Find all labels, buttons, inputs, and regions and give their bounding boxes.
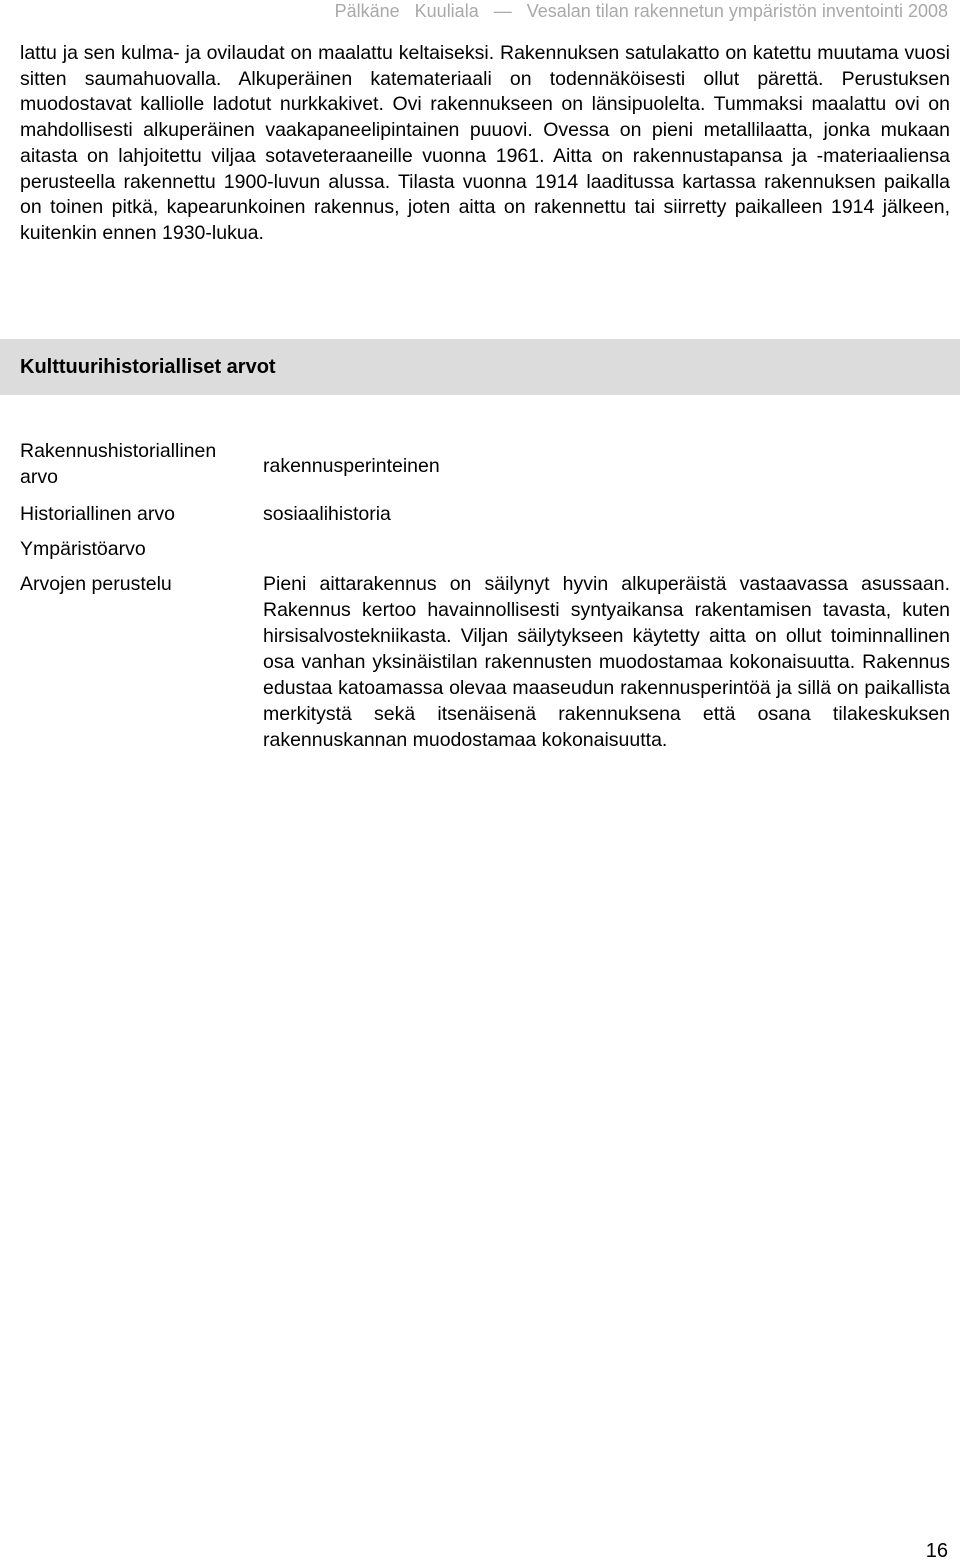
value-row-building-history	[20, 438, 950, 492]
value-text: sosiaalihistoria	[263, 503, 391, 525]
value-text: Pieni aittarakennus on säilynyt hyvin alkuperäistä vastaavassa asussaan. Rakennus kertoo havainnollisesti syntyaikansa rakentamisen tavasta, kuten hirsisalvostekniikasta. Viljan säilytykseen käytetty aitta on ollut toiminnallinen osa vanhan yksinäistilan rakennusten muodostamaa kokonaisuutta. Rakennus edustaa katoamassa olevaa maaseudun rakennusperintöä ja sillä on paikallista merkitystä sekä itsenäisenä rakennuksena että osana tilakeskuksen rakennuskannan muodostamaa kokonaisuutta.	[263, 573, 950, 751]
cultural-values-table	[20, 438, 950, 753]
value-text: rakennusperinteinen	[263, 455, 440, 477]
intro-paragraph: lattu ja sen kulma- ja ovilaudat on maalattu keltaiseksi. Rakennuksen satulakatto on katettu muutama vuosi sitten saumahuovalla. Alkuperäinen katemateriaali on todennäköisesti ollut pärettä. Perustuksen muodostavat kalliolle ladotut nurkkakivet. Ovi rakennukseen on länsipuolelta. Tummaksi maalattu ovi on mahdollisesti alkuperäinen vaakapaneelipintainen puuovi. Ovessa on pieni metallilaatta, jonka mukaan aitasta on lahjoitettu viljaa sotaveteraaneille vuonna 1961. Aitta on rakennustapansa ja -materiaaliensa perusteella rakennettu 1900-luvun alussa. Tilasta vuonna 1914 laaditussa kartassa rakennuksen paikalla on toinen pitkä, kapearunkoinen rakennus, joten aitta on rakennettu tai siirretty paikalleen 1914 jälkeen, kuitenkin ennen 1930-lukua.	[20, 42, 950, 244]
value-label: Arvojen perustelu	[20, 573, 172, 595]
value-row-environmental	[20, 536, 950, 571]
value-row-justification	[20, 571, 950, 753]
section-title: Kulttuurihistorialliset arvot	[20, 356, 276, 378]
running-header: Pälkäne Kuuliala — Vesalan tilan rakennetun ympäristön inventointi 2008	[334, 1, 948, 21]
value-label: Historiallinen arvo	[20, 503, 175, 525]
value-label: Ympäristöarvo	[20, 538, 146, 560]
page-number: 16	[925, 1540, 948, 1562]
value-row-historical	[20, 501, 950, 536]
value-label: Rakennushistoriallinen arvo	[20, 440, 217, 488]
section-heading-band	[0, 339, 960, 395]
